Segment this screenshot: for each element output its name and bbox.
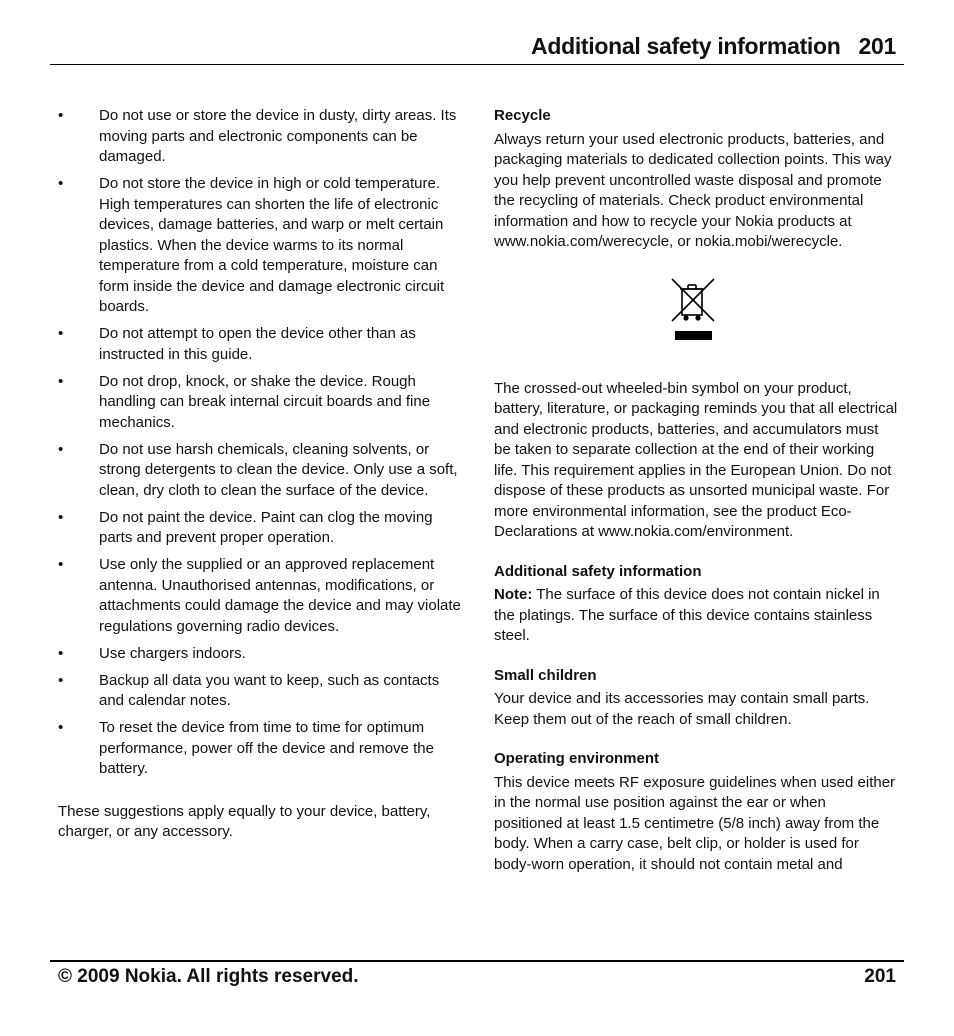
header-title: Additional safety information [531,33,841,59]
bullet-icon: • [58,325,64,342]
note-paragraph [494,585,898,647]
page-header [531,33,896,60]
list-item [58,555,466,637]
list-item [58,324,466,365]
list-item-text: Do not use harsh chemicals, cleaning solvents, or strong detergents to clean the device. Only use a soft, clean, dry cloth to clean the surface of the device. [99,440,458,499]
recycle-paragraph: Always return your used electronic products, batteries, and packaging materials to dedicated collection points. This way you help prevent uncontrolled waste disposal and promote the recycling of materials. Check product environmental information and how to recycle your Nokia products at www.nokia.com/werecycle, or nokia.mobi/werecycle. [494,130,892,250]
list-item [58,174,466,318]
list-item-text: Backup all data you want to keep, such as contacts and calendar notes. [99,671,440,709]
list-item [58,644,466,665]
bullet-icon: • [58,440,64,458]
left-column [58,106,466,843]
list-item-text: Do not paint the device. Paint can clog the moving parts and prevent proper operation. [99,508,433,546]
header-rule [50,64,904,65]
bullet-icon: • [58,644,64,662]
operating-environment-section [494,749,898,875]
list-item [58,508,466,549]
list-item-text: Use only the supplied or an approved replacement antenna. Unauthorised antennas, modifications, or attachments could damage the device and may violate regulations governing radio devices. [99,556,461,635]
list-item-text: To reset the device from time to time for optimum performance, power off the device and remove the battery. [99,719,434,777]
bullet-icon: • [58,719,64,736]
small-children-section [494,666,898,731]
note-label: Note: [494,586,533,603]
list-item-text: Use chargers indoors. [99,644,246,662]
bin-symbol-paragraph: The crossed-out wheeled-bin symbol on your product, battery, literature, or packaging reminds you that all electrical and electronic products, batteries, and accumulators must be taken to separate collection at the end of their working life. This requirement applies in the European Union. Do not dispose of these products as unsorted municipal waste. For more environmental information, see the product Eco-Declarations at www.nokia.com/environment. [494,379,898,540]
list-item-text: Do not store the device in high or cold temperature. High temperatures can shorten the life of electronic devices, damage batteries, and warp or melt certain plastics. When the device warms to its normal temperature from a cold temperature, moisture can form inside the device and damage electronic circuit boards. [99,175,445,315]
list-item [58,671,466,712]
right-column [494,106,898,875]
list-item [58,372,466,434]
note-text: The surface of this device does not contain nickel in the platings. The surface of this device contains stainless steel. [494,586,880,644]
footer-page-number: 201 [864,966,896,987]
list-item [58,718,466,780]
bullet-icon: • [58,671,64,689]
operating-environment-heading: Operating environment [494,750,660,767]
operating-environment-paragraph: This device meets RF exposure guidelines when used either in the normal use position against the ear or when positioned at least 1.5 centimetre (5/8 inch) away from the body. When a carry case, belt clip, or holder is used for body-worn operation, it should not contain metal and [494,773,896,873]
additional-safety-heading: Additional safety information [494,562,702,580]
bullet-icon: • [58,508,64,526]
crossed-out-wheeled-bin-icon [670,277,716,343]
bullet-icon: • [58,107,64,124]
closing-paragraph: These suggestions apply equally to your device, battery, charger, or any accessory. [58,802,431,840]
copyright-text: © 2009 Nokia. All rights reserved. [58,966,359,987]
footer-rule [50,960,904,962]
small-children-heading: Small children [494,666,597,684]
list-item-text: Do not attempt to open the device other than as instructed in this guide. [99,325,416,363]
list-item [58,440,466,502]
list-item-text: Do not drop, knock, or shake the device. Rough handling can break internal circuit boards and fine mechanics. [99,372,431,431]
recycle-heading: Recycle [494,107,551,124]
bullet-icon: • [58,175,64,192]
bullet-icon: • [58,372,64,390]
list-item [58,106,466,168]
bin-symbol-area [494,263,898,357]
additional-safety-section [494,562,898,647]
header-page-number: 201 [858,33,896,59]
recycle-section [494,106,898,543]
bullet-icon: • [58,556,64,573]
list-item-text: Do not use or store the device in dusty, dirty areas. Its moving parts and electronic components can be damaged. [99,107,457,165]
care-bullet-list [58,106,466,780]
small-children-paragraph: Your device and its accessories may contain small parts. Keep them out of the reach of small children. [494,690,870,728]
